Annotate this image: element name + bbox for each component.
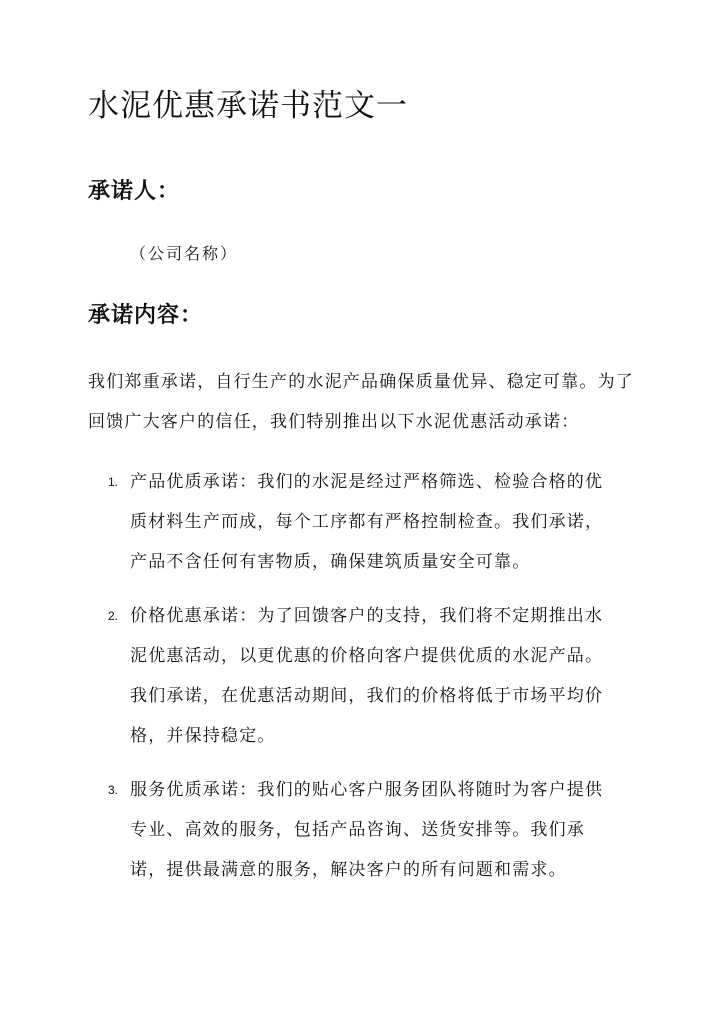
document-title: 水泥优惠承诺书范文一 [88,88,408,124]
list-item-number: 3. [108,783,119,797]
list-item [88,770,636,890]
intro-paragraph: 我们郑重承诺，自行生产的水泥产品确保质量优异、稳定可靠。为了回馈广大客户的信任，我们特别推出以下水泥优惠活动承诺： [88,372,634,432]
list-item [88,462,636,582]
list-item-number: 1. [108,475,119,489]
list-item [88,596,636,756]
company-name-placeholder: （公司名称） [130,244,239,263]
list-item-text: 价格优惠承诺：为了回馈客户的支持，我们将不定期推出水泥优惠活动，以更优惠的价格向客户提供优质的水泥产品。我们承诺，在优惠活动期间，我们的价格将低于市场平均价格，并保持稳定。 [130,606,604,746]
list-item-text: 服务优质承诺：我们的贴心客户服务团队将随时为客户提供专业、高效的服务，包括产品咨询、送货安排等。我们承诺，提供最满意的服务，解决客户的所有问题和需求。 [130,780,604,880]
list-item-text: 产品优质承诺：我们的水泥是经过严格筛选、检验合格的优质材料生产而成，每个工序都有严格控制检查。我们承诺，产品不含任何有害物质，确保建筑质量安全可靠。 [130,472,604,572]
promise-list [88,462,636,904]
promisor-heading: 承诺人： [88,178,181,204]
list-item-number: 2. [108,609,119,623]
content-heading: 承诺内容： [88,302,204,328]
